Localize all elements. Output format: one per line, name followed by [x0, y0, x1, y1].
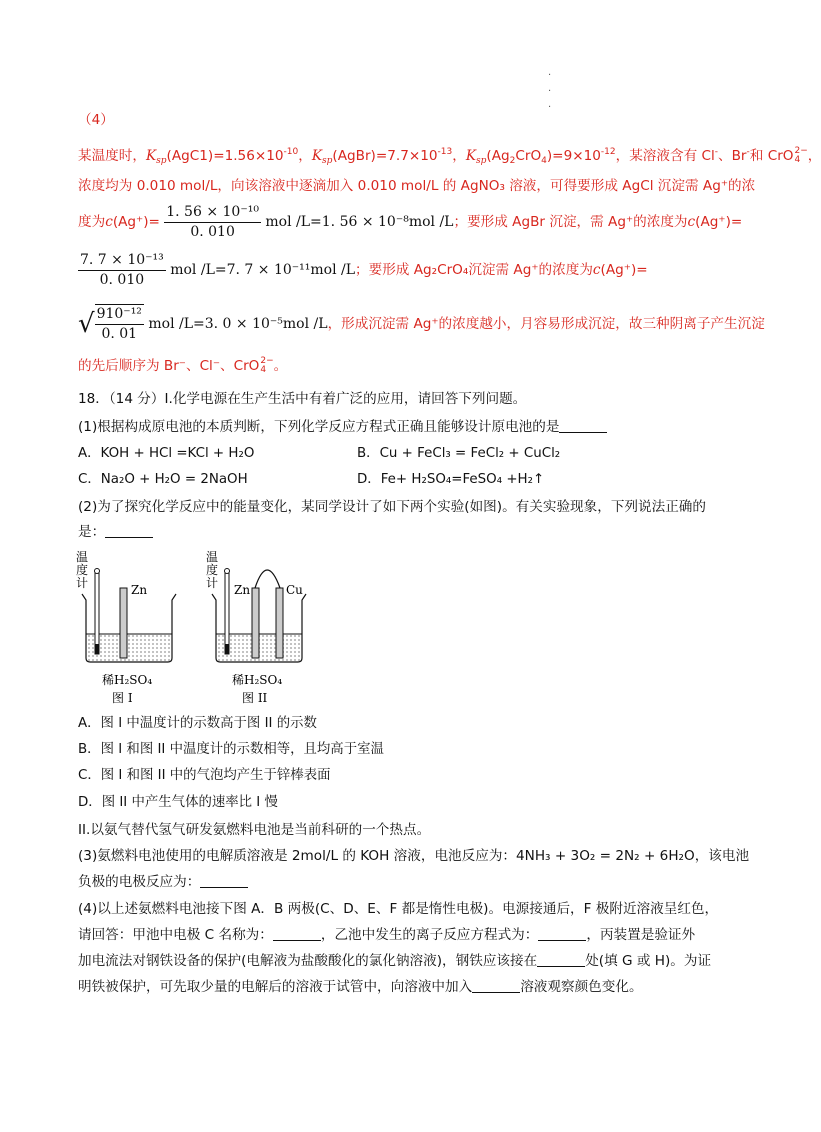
- svg-text:计: 计: [206, 576, 219, 590]
- answer-blank[interactable]: [273, 926, 321, 941]
- figure-2-caption: 图 II: [242, 691, 268, 705]
- answer-line-2: 浓度均为 0.010 mol/L，向该溶液中逐滴加入 0.010 mol/L 的 AgNO₃ 溶液，可得要形成 AgCl 沉淀需 Ag⁺的浓: [78, 178, 756, 194]
- q1-option-d[interactable]: D．Fe+ H₂SO₄=FeSO₄ +H₂↑: [357, 472, 545, 487]
- q2-option-a[interactable]: A．图 I 中温度计的示数高于图 II 的示数: [78, 716, 317, 731]
- thermometer-label: 温: [76, 550, 89, 564]
- question-4-line-2: 请回答：甲池中电极 C 名称为： ，乙池中发生的离子反应方程式为： ，丙装置是验证外: [78, 927, 696, 943]
- question-18-title: 18．（14 分）I.化学电源在生产生活中有着广泛的应用，请回答下列问题。: [78, 391, 527, 407]
- fraction-ag2cro4: $\frac{\text{910⁻¹²}}{0. 01}$: [96, 306, 142, 342]
- q1-option-b[interactable]: B．Cu + FeCl₃ = FeCl₂ + CuCl₂: [357, 446, 561, 461]
- page-mark: .: [548, 99, 552, 110]
- answer-line-3: 度为c(Ag⁺)= $\frac{\text{1. 56 × 10⁻¹⁰}}{0. 010}$ mol /L=1. 56 × 10⁻⁸mol /L；要形成 AgBr 沉淀，需 Ag⁺的浓度为c(Ag⁺)=: [78, 203, 743, 240]
- figure-1: [76, 550, 176, 705]
- question-4-line-4: 明铁被保护，可先取少量的电解后的溶液于试管中，向溶液中加入 溶液观察颜色变化。: [78, 979, 643, 995]
- fraction-agbr: $\frac{\text{7. 7 × 10⁻¹³}}{0. 010}$: [80, 251, 164, 288]
- zinc-rod: [120, 588, 127, 658]
- thermometer-icon: [95, 570, 99, 654]
- svg-text:Zn: Zn: [131, 583, 148, 597]
- svg-text:Zn: Zn: [234, 583, 251, 597]
- zinc-rod: [252, 588, 259, 658]
- acid-label: 稀H₂SO₄: [102, 673, 153, 687]
- q2-option-b[interactable]: B．图 I 和图 II 中温度计的示数相等，且均高于室温: [78, 742, 384, 757]
- svg-text:Cu: Cu: [286, 583, 303, 597]
- q2-option-d[interactable]: D．图 II 中产生气体的速率比 I 慢: [78, 795, 278, 810]
- figure-2: [206, 550, 306, 705]
- question-4-stem: (4)以上述氨燃料电池接下图 A．B 两极(C、D、E、F 都是惰性电极)。电源接通后，F 极附近溶液呈红色，: [78, 901, 719, 917]
- experiment-figure: [70, 548, 330, 708]
- sqrt-icon: √: [78, 309, 95, 339]
- answer-line-4: $\frac{\text{7. 7 × 10⁻¹³}}{0. 010}$ mol /L=7. 7 × 10⁻¹¹mol /L；要形成 Ag₂CrO₄沉淀需 Ag⁺的浓度为c(Ag⁺)=: [80, 251, 648, 288]
- q1-option-c[interactable]: C．Na₂O + H₂O = 2NaOH: [78, 472, 248, 487]
- question-3-stem: (3)氨燃料电池使用的电解质溶液是 2mol/L 的 KOH 溶液，电池反应为：4NH₃ + 3O₂ = 2N₂ + 6H₂O，该电池: [78, 848, 750, 864]
- question-3-stem-cont: 负极的电极反应为：: [78, 872, 248, 892]
- answer-blank[interactable]: [105, 523, 153, 538]
- q1-option-a[interactable]: A．KOH + HCl =KCl + H₂O: [78, 446, 255, 461]
- answer-line-6: 的先后顺序为 Br⁻、Cl⁻、CrO 2− 4 。: [78, 356, 288, 375]
- answer-blank[interactable]: [559, 418, 607, 433]
- answer-blank[interactable]: [538, 926, 586, 941]
- question-2-stem: (2)为了探究化学反应中的能量变化，某同学设计了如下两个实验(如图)。有关实验现象，下列说法正确的: [78, 499, 706, 515]
- wire-icon: [255, 570, 280, 588]
- figure-1-caption: 图 I: [112, 691, 133, 705]
- question-1-stem: (1)根据构成原电池的本质判断，下列化学反应方程式正确且能够设计原电池的是: [78, 417, 607, 437]
- svg-text:计: 计: [76, 576, 89, 590]
- question-4-line-3: 加电流法对钢铁设备的保护(电解液为盐酸酸化的氯化钠溶液)，钢铁应该接在 处(填 G 或 H)。为证: [78, 953, 712, 969]
- svg-text:度: 度: [76, 563, 89, 577]
- thermometer-label: 温: [206, 550, 219, 564]
- svg-text:度: 度: [206, 563, 219, 577]
- answer-blank[interactable]: [537, 952, 585, 967]
- answer-blank[interactable]: [472, 978, 520, 993]
- thermometer-icon: [225, 570, 229, 654]
- copper-rod: [276, 588, 283, 658]
- answer-line-1: 某温度时，$K_{sp}(AgC1)=1.56\times 10^{-10}$，$K_{sp}(AgBr)=7.7\times 10^{-13}$，$K_{sp}(Ag_2CrO_4)=9\times 10^{-12}$，某溶液含有 Cl-、Br-和 CrO 2− 4 ，: [78, 146, 821, 166]
- answer-line-5: √ $\frac{\text{910⁻¹²}}{0. 01}$ mol /L=3. 0 × 10⁻⁵mol /L，形成沉淀需 Ag⁺的浓度越小，月容易形成沉淀，故三种阴离子产生沉淀: [78, 306, 765, 342]
- acid-label: 稀H₂SO₄: [232, 673, 283, 687]
- answer-blank[interactable]: [200, 873, 248, 888]
- page-mark: .: [548, 83, 552, 94]
- part-ii-heading: II.以氨气替代氢气研发氨燃料电池是当前科研的一个热点。: [78, 822, 431, 838]
- fraction-agcl: $\frac{\text{1. 56 × 10⁻¹⁰}}{0. 010}$: [166, 203, 259, 240]
- question-2-stem-cont: 是：: [78, 522, 153, 542]
- q2-option-c[interactable]: C．图 I 和图 II 中的气泡均产生于锌棒表面: [78, 768, 331, 783]
- section-label: （4）: [78, 112, 114, 128]
- page-mark: .: [548, 67, 552, 78]
